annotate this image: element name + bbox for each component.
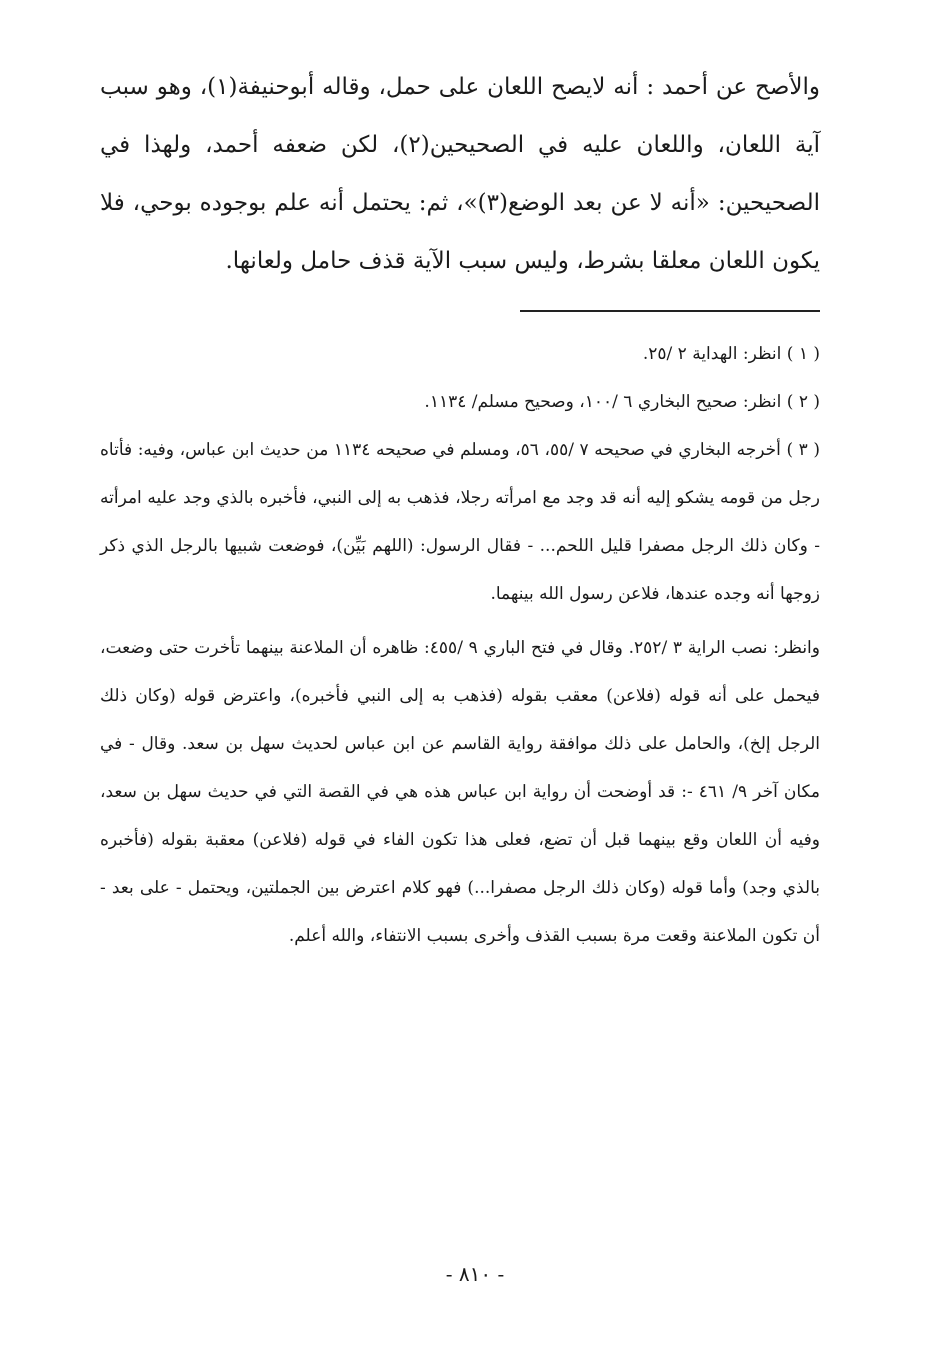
footnote-3-text: أخرجه البخاري في صحيحه ٧ /٥٥، ٥٦، ومسلم في صحيحه ١١٣٤ من حديث ابن عباس، وفيه: فأتاه رجل من قومه يشكو إليه أنه قد وجد مع امرأته رجلا، فذهب به إلى النبي، فأخبره بالذي وجد عليه امرأته - وكان ذلك الرجل مصفرا قليل اللحم... - فقال الرسول: (اللهم بَيِّن)، فوضعت شبيها بالرجل الذي ذكر زوجها أنه وجده عندها، فلاعن رسول الله بينهما. [100,440,820,604]
footnote-2-text: انظر: صحيح البخاري ٦ /١٠٠، وصحيح مسلم/ ١١٣٤. [424,392,782,412]
page-content [100,58,820,960]
footnote-3 [100,426,820,618]
footnote-3-continuation: وانظر: نصب الراية ٣ /٢٥٢. وقال في فتح الباري ٩ /٤٥٥: ظاهره أن الملاعنة بينهما تأخرت حتى وضعت، فيحمل على أنه قوله (فلاعن) معقب بقوله (فذهب به إلى النبي فأخبره)، واعترض قوله (وكان ذلك الرجل إلخ)، والحامل على ذلك موافقة رواية القاسم عن ابن عباس لحديث سهل بن سعد. وقال - في مكان آخر ٩/ ٤٦١ -: قد أوضحت أن رواية ابن عباس هذه هي في القصة التي في حديث سهل بن سعد، وفيه أن اللعان وقع بينهما قبل أن تضع، فعلى هذا تكون الفاء في قوله (فلاعن) معقبة بقوله (فأخبره بالذي وجد) وأما قوله (وكان ذلك الرجل مصفرا...) فهو كلام اعترض بين الجملتين، ويحتمل - على بعد - أن تكون الملاعنة وقعت مرة بسبب القذف وأخرى بسبب الانتفاء، والله أعلم. [100,638,821,946]
footnote-2 [100,378,820,426]
footnote-1 [100,330,820,378]
main-paragraph: والأصح عن أحمد : أنه لايصح اللعان على حمل، وقاله أبوحنيفة(١)، وهو سبب آية اللعان، واللعان عليه في الصحيحين(٢)، لكن ضعفه أحمد، ولهذا في الصحيحين: «أنه لا عن بعد الوضع(٣)»، ثم: يحتمل أنه علم بوجوده بوحي، فلا يكون اللعان معلقا بشرط، وليس سبب الآية قذف حامل ولعانها. [100,74,820,274]
footnote-separator [520,310,820,312]
footnote-2-marker: ( ٢ ) [786,392,820,412]
page-number: - ٨١٠ - [445,1262,505,1286]
footnote-1-marker: ( ١ ) [786,344,820,364]
footnote-3-marker: ( ٣ ) [786,440,821,460]
footnote-1-text: انظر: الهداية ٢ /٢٥. [642,344,782,364]
